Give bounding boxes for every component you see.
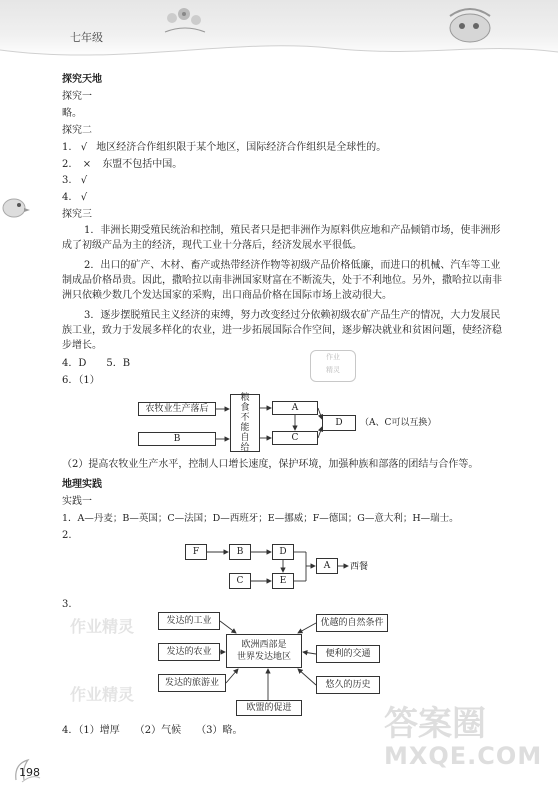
food-char: 粮 [240, 393, 250, 403]
food-char: 给 [240, 443, 250, 453]
brand-watermark-url: MXQE.COM [384, 742, 543, 770]
practice-1-answer-1: 1．A—丹麦；B—英国；C—法国；D—西班牙；E—挪威；F—德国；G—意大利；H—瑞士。 [62, 513, 459, 524]
diagram3-box-center [226, 634, 302, 668]
watermark-text: 作业精灵 [70, 685, 135, 704]
answer-q6-label: 6．（1） [62, 375, 100, 386]
center-line: 欧洲西部是 [241, 640, 287, 650]
item-mark: √ [80, 175, 88, 186]
diagram2-box-d: D [272, 544, 294, 560]
brand-watermark-cn: 答案圈 [384, 704, 486, 744]
explore-2-item [62, 174, 87, 187]
diagram3-box-tourism: 发达的旅游业 [158, 674, 226, 692]
food-char: 能 [240, 423, 250, 433]
item-text: 地区经济合作组织限于某个地区，国际经济合作组织是全球性的。 [96, 142, 387, 153]
section-title-practice: 地理实践 [62, 479, 102, 490]
explore-3-paragraph-3: 3．逐步摆脱殖民主义经济的束缚，努力改变经过分依赖初级农矿产品生产的情况，大力发展民族工业，致力于发展多样化的农业，进一步拓展国际合作空间，逐步解决就业和贫困问题，使经济稳步增长。 [62, 310, 502, 351]
diagram3-box-nature: 优越的自然条件 [316, 614, 388, 632]
diagram2-box-e: E [272, 573, 294, 589]
practice-1-title: 实践一 [62, 496, 92, 507]
flower-icon [160, 6, 210, 36]
watermark-text: 作业精灵 [70, 617, 135, 636]
item-number: 3. [62, 175, 72, 186]
section-title-explore: 探究天地 [62, 74, 102, 85]
diagram3-box-agriculture: 发达的农业 [158, 643, 220, 661]
item-mark: × [82, 159, 92, 170]
explore-3-paragraph-2: 2．出口的矿产、木材、畜产或热带经济作物等初级产品价格低廉，而进口的机械、汽车等工业制成品价格昂贵。因此，撒哈拉以南非洲国家财富在不断流失，处于不利地位。另外，撒哈拉以南非洲只依赖少数几个发达国家的采购，出口商品价格在国际市场上波动很大。 [62, 260, 502, 301]
diagram3-box-industry: 发达的工业 [158, 612, 220, 630]
answer-q4-q5: 4．D 5．B [62, 358, 131, 369]
diagram1-note: （A、C可以互换） [360, 418, 437, 428]
bird-icon [0, 182, 30, 232]
diagram1-box-c: C [272, 431, 318, 445]
practice-1-answer-3-label: 3. [62, 599, 72, 610]
item-number: 2. [62, 159, 72, 170]
diagram1-box-a: A [272, 401, 318, 415]
stamp-text-top: 作业 [326, 353, 340, 361]
diagram3-box-transport: 便利的交通 [316, 645, 380, 663]
food-char: 食 [240, 403, 250, 413]
item-number: 1. [62, 142, 72, 153]
diagram2-western-food: 西餐 [350, 562, 369, 572]
diagram2-box-a: A [316, 558, 338, 574]
explore-3-paragraph-1: 1．非洲长期受殖民统治和控制，殖民者只是把非洲作为原料供应地和产品倾销市场，使非洲形成了初级产品为主的经济，现代工业十分落后，经济发展水平很低。 [62, 225, 501, 251]
stamp-text-bottom: 精灵 [326, 366, 340, 374]
diagram1-box-d: D [322, 415, 356, 431]
item-number: 4. [62, 192, 72, 203]
diagram2-box-b: B [229, 544, 251, 560]
practice-1-answer-4: 4．（1）增厚 （2）气候 （3）略。 [62, 725, 243, 736]
explore-1-answer: 略。 [62, 108, 82, 119]
explore-2-title: 探究二 [62, 125, 92, 136]
diagram2-box-c: C [229, 573, 251, 589]
explore-3-title: 探究三 [62, 209, 92, 220]
cartoon-character-icon [440, 6, 500, 48]
practice-1-answer-2-label: 2. [62, 530, 72, 541]
explore-2-item [62, 158, 182, 171]
diagram3-box-history: 悠久的历史 [316, 676, 380, 694]
explore-2-item [62, 141, 386, 154]
answer-q6-2: （2）提高农牧业生产水平，控制人口增长速度，保护环境，加强种族和部落的团结与合作等。 [62, 459, 479, 470]
grade-label: 七年级 [70, 31, 103, 44]
item-mark: √ [80, 192, 88, 203]
diagram1-box-food [230, 394, 260, 452]
explore-2-item [62, 191, 87, 204]
diagram1-box-b: B [138, 432, 216, 446]
diagram3-box-eu: 欧盟的促进 [236, 700, 302, 716]
item-mark: √ [80, 142, 88, 153]
diagram2-box-f: F [185, 544, 207, 560]
food-char: 不 [240, 413, 250, 423]
explore-1-title: 探究一 [62, 91, 92, 102]
stamp-watermark [310, 350, 356, 382]
food-char: 自 [240, 433, 250, 443]
center-line: 世界发达地区 [236, 652, 291, 662]
diagram1-box-agriculture: 农牧业生产落后 [138, 402, 216, 416]
page-number: 198 [19, 766, 40, 779]
item-text: 东盟不包括中国。 [102, 159, 183, 170]
